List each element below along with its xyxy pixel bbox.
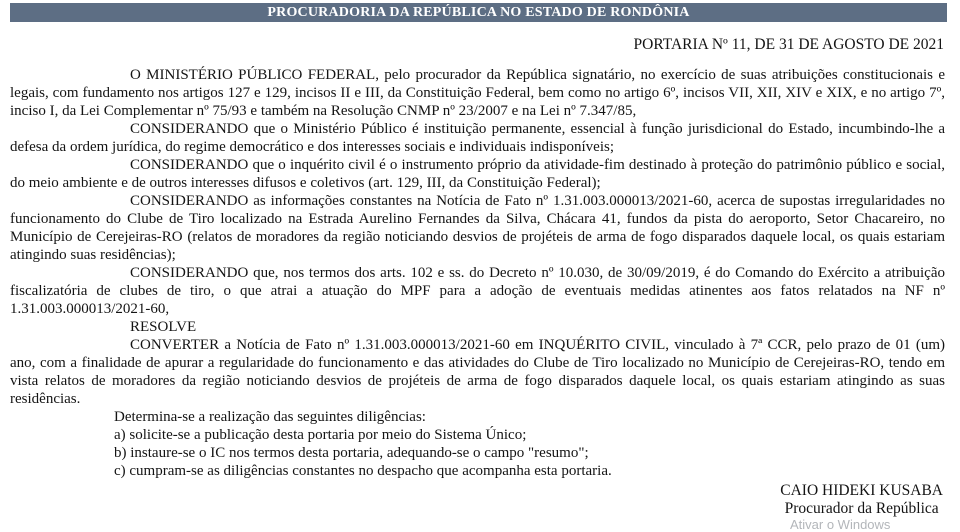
paragraph-resolve: RESOLVE (130, 319, 197, 335)
paragraph-considerando-1: CONSIDERANDO que o Ministério Público é instituição permanente, essencial à função jurisdicional do Estado, incumbindo-lhe a defesa da ordem jurídica, do regime democrático e dos interesses sociais e individuais indisponíveis; (10, 121, 945, 155)
windows-activation-watermark: Ativar o Windows (790, 517, 891, 532)
paragraph-converter: CONVERTER a Notícia de Fato nº 1.31.003.000013/2021-60 em INQUÉRITO CIVIL, vinculado à 7ª CCR, pelo prazo de 01 (um) ano, com a finalidade de apurar a regularidade do funcionamento e das atividades do Clube de Tiro localizado no Município de Cerejeiras-RO, tendo em vista relatos de moradores da região noticiando desvios de projéteis de arma de fogo disparados daquele local, os quais estariam atingindo as suas residências. (10, 337, 945, 407)
signatory-name: CAIO HIDEKI KUSABA (780, 482, 943, 499)
paragraph-preamble: O MINISTÉRIO PÚBLICO FEDERAL, pelo procurador da República signatário, no exercício de suas atribuições constitucionais e legais, com fundamento nos artigos 127 e 129, incisos II e III, da Constituição Federal, bem como no artigo 6º, incisos VII, XII, XIV e XIX, e no artigo 7º, inciso I, da Lei Complementar nº 75/93 e também na Resolução CNMP nº 23/2007 e na Lei nº 7.347/85, (10, 67, 945, 119)
signature-block (780, 482, 943, 518)
paragraph-considerando-4: CONSIDERANDO que, nos termos dos arts. 102 e ss. do Decreto nº 10.030, de 30/09/2019, é do Comando do Exército a atribuição fiscalizatória de clubes de tiro, o que atrai a atuação do MPF para a adoção de eventuais medidas atinentes aos fatos relatados na NF nº 1.31.003.000013/2021-60, (10, 265, 945, 317)
diligences-intro: Determina-se a realização das seguintes diligências: (114, 409, 426, 425)
document-body (10, 66, 945, 518)
diligence-item-b: b) instaure-se o IC nos termos desta portaria, adequando-se o campo "resumo"; (114, 445, 589, 461)
paragraph-considerando-3: CONSIDERANDO as informações constantes na Notícia de Fato nº 1.31.003.000013/2021-60, acerca de supostas irregularidades no funcionamento do Clube de Tiro localizado na Estrada Aurelino Fernandes da Silva, Chácara 41, fundos da pista do aeroporto, Setor Chacareiro, no Município de Cerejeiras-RO (relatos de moradores da região noticiando desvios de projéteis de arma de fogo disparados daquele local, os quais estariam atingindo suas residências); (10, 193, 945, 263)
portaria-title: PORTARIA Nº 11, DE 31 DE AGOSTO DE 2021 (633, 36, 944, 53)
diligence-item-c: c) cumpram-se as diligências constantes no despacho que acompanha esta portaria. (114, 463, 612, 479)
signatory-role: Procurador da República (784, 500, 939, 517)
institution-header-banner: PROCURADORIA DA REPÚBLICA NO ESTADO DE RONDÔNIA (10, 3, 947, 22)
diligence-item-a: a) solicite-se a publicação desta portaria por meio do Sistema Único; (114, 427, 527, 443)
diligences-block (114, 408, 945, 480)
paragraph-considerando-2: CONSIDERANDO que o inquérito civil é o instrumento próprio da atividade-fim destinado à proteção do patrimônio público e social, do meio ambiente e de outros interesses difusos e coletivos (art. 129, III, da Constituição Federal); (10, 157, 945, 191)
